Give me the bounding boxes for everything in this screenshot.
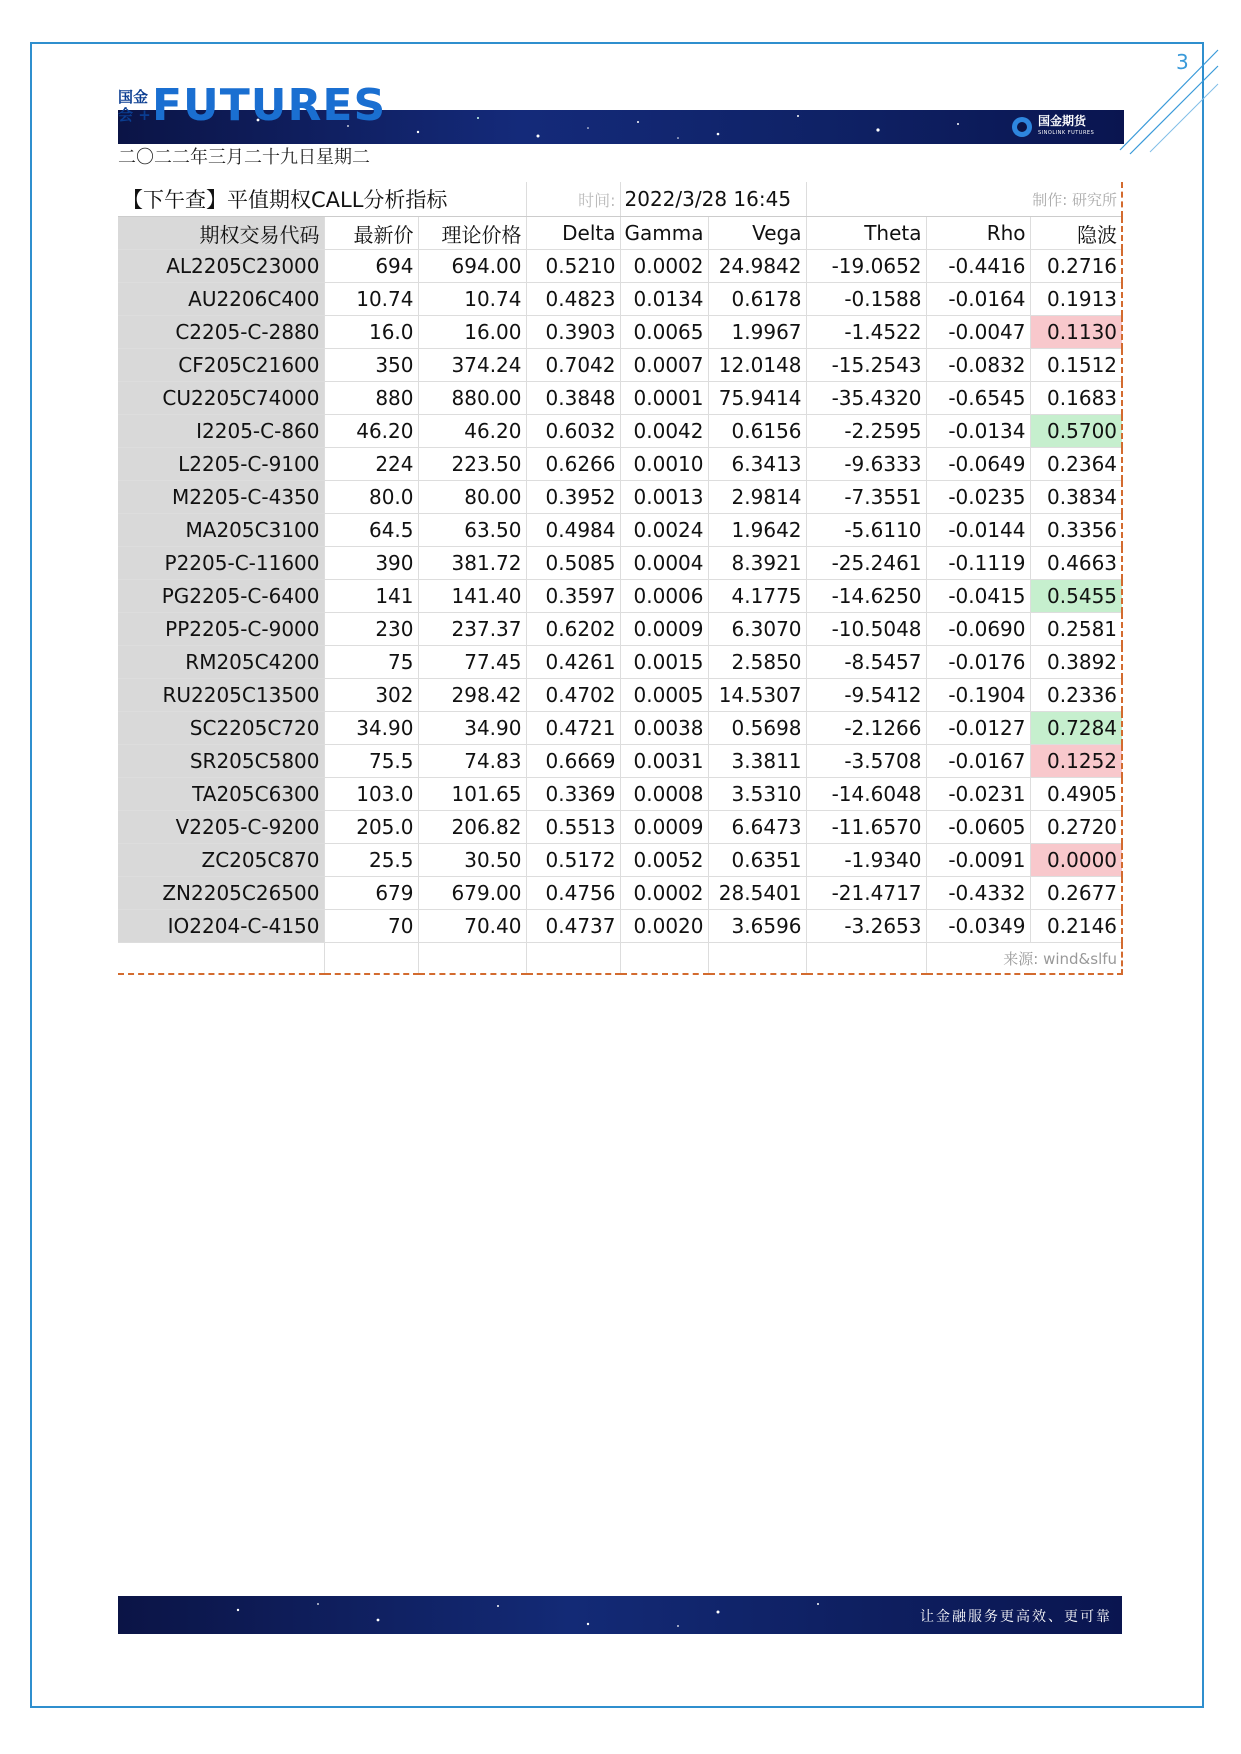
cell-gamma: 0.0020 bbox=[620, 910, 708, 943]
cell-gamma: 0.0031 bbox=[620, 745, 708, 778]
report-date: 二〇二二年三月二十九日星期二 bbox=[118, 147, 370, 168]
cell-theta: -19.0652 bbox=[806, 250, 926, 283]
cell-delta: 0.3903 bbox=[526, 316, 620, 349]
table-row bbox=[118, 250, 1122, 283]
cell-code: PG2205-C-6400 bbox=[118, 580, 324, 613]
table-row bbox=[118, 415, 1122, 448]
cell-vega: 2.9814 bbox=[708, 481, 806, 514]
cell-rho: -0.6545 bbox=[926, 382, 1030, 415]
cell-vega: 3.5310 bbox=[708, 778, 806, 811]
cell-code: RM205C4200 bbox=[118, 646, 324, 679]
cell-rho: -0.0144 bbox=[926, 514, 1030, 547]
cell-delta: 0.4984 bbox=[526, 514, 620, 547]
table-title: 【下午查】平值期权CALL分析指标 bbox=[118, 182, 526, 217]
cell-vega: 28.5401 bbox=[708, 877, 806, 910]
cell-theta: -8.5457 bbox=[806, 646, 926, 679]
cell-gamma: 0.0052 bbox=[620, 844, 708, 877]
cell-code: L2205-C-9100 bbox=[118, 448, 324, 481]
cell-rho: -0.4332 bbox=[926, 877, 1030, 910]
cell-delta: 0.6032 bbox=[526, 415, 620, 448]
cell-delta: 0.5172 bbox=[526, 844, 620, 877]
cell-rho: -0.0091 bbox=[926, 844, 1030, 877]
cell-delta: 0.5210 bbox=[526, 250, 620, 283]
table-header-row bbox=[118, 217, 1122, 250]
table-row bbox=[118, 580, 1122, 613]
options-table bbox=[118, 182, 1123, 975]
table-row bbox=[118, 316, 1122, 349]
table-body bbox=[118, 250, 1122, 943]
cell-delta: 0.4823 bbox=[526, 283, 620, 316]
cell-delta: 0.4261 bbox=[526, 646, 620, 679]
cell-vega: 6.6473 bbox=[708, 811, 806, 844]
cell-gamma: 0.0134 bbox=[620, 283, 708, 316]
table-row bbox=[118, 448, 1122, 481]
table-row bbox=[118, 778, 1122, 811]
cell-code: MA205C3100 bbox=[118, 514, 324, 547]
cell-vega: 6.3070 bbox=[708, 613, 806, 646]
cell-delta: 0.6266 bbox=[526, 448, 620, 481]
cell-delta: 0.5085 bbox=[526, 547, 620, 580]
cell-theo: 679.00 bbox=[418, 877, 526, 910]
cell-price: 390 bbox=[324, 547, 418, 580]
cell-price: 230 bbox=[324, 613, 418, 646]
cell-gamma: 0.0013 bbox=[620, 481, 708, 514]
cell-code: AU2206C400 bbox=[118, 283, 324, 316]
cell-price: 16.0 bbox=[324, 316, 418, 349]
time-value: 2022/3/28 16:45 bbox=[620, 182, 806, 217]
cell-gamma: 0.0042 bbox=[620, 415, 708, 448]
col-header-delta: Delta bbox=[526, 217, 620, 250]
cell-code: SC2205C720 bbox=[118, 712, 324, 745]
cell-price: 46.20 bbox=[324, 415, 418, 448]
cell-theta: -21.4717 bbox=[806, 877, 926, 910]
cell-rho: -0.4416 bbox=[926, 250, 1030, 283]
table-row bbox=[118, 349, 1122, 382]
table-row bbox=[118, 547, 1122, 580]
cell-theta: -10.5048 bbox=[806, 613, 926, 646]
table-title-row bbox=[118, 182, 1122, 217]
col-header-rho: Rho bbox=[926, 217, 1030, 250]
table-row bbox=[118, 679, 1122, 712]
table-row bbox=[118, 481, 1122, 514]
cell-theta: -9.6333 bbox=[806, 448, 926, 481]
cell-theo: 74.83 bbox=[418, 745, 526, 778]
cell-iv: 0.4663 bbox=[1030, 547, 1122, 580]
cell-rho: -0.0690 bbox=[926, 613, 1030, 646]
cell-delta: 0.4737 bbox=[526, 910, 620, 943]
table-row bbox=[118, 283, 1122, 316]
cell-iv: 0.1130 bbox=[1030, 316, 1122, 349]
cell-code: TA205C6300 bbox=[118, 778, 324, 811]
cell-rho: -0.0649 bbox=[926, 448, 1030, 481]
maker-label: 制作: 研究所 bbox=[806, 182, 1122, 217]
cell-price: 350 bbox=[324, 349, 418, 382]
cell-theo: 206.82 bbox=[418, 811, 526, 844]
cell-price: 75 bbox=[324, 646, 418, 679]
cell-vega: 0.5698 bbox=[708, 712, 806, 745]
cell-price: 70 bbox=[324, 910, 418, 943]
col-header-theta: Theta bbox=[806, 217, 926, 250]
cell-delta: 0.3369 bbox=[526, 778, 620, 811]
cell-theo: 237.37 bbox=[418, 613, 526, 646]
cell-iv: 0.1683 bbox=[1030, 382, 1122, 415]
cell-code: I2205-C-860 bbox=[118, 415, 324, 448]
cell-vega: 0.6178 bbox=[708, 283, 806, 316]
cell-theta: -1.9340 bbox=[806, 844, 926, 877]
source-row bbox=[118, 943, 1122, 975]
cell-iv: 0.5455 bbox=[1030, 580, 1122, 613]
cell-theta: -25.2461 bbox=[806, 547, 926, 580]
sinolink-logo-en: SINOLINK FUTURES bbox=[1038, 130, 1095, 136]
cell-price: 103.0 bbox=[324, 778, 418, 811]
table-row bbox=[118, 382, 1122, 415]
cell-iv: 0.2364 bbox=[1030, 448, 1122, 481]
cell-gamma: 0.0038 bbox=[620, 712, 708, 745]
cell-theo: 30.50 bbox=[418, 844, 526, 877]
cell-rho: -0.0127 bbox=[926, 712, 1030, 745]
cell-theo: 223.50 bbox=[418, 448, 526, 481]
cell-gamma: 0.0065 bbox=[620, 316, 708, 349]
cell-price: 75.5 bbox=[324, 745, 418, 778]
cell-delta: 0.3848 bbox=[526, 382, 620, 415]
cell-iv: 0.1512 bbox=[1030, 349, 1122, 382]
cell-vega: 14.5307 bbox=[708, 679, 806, 712]
cell-vega: 1.9642 bbox=[708, 514, 806, 547]
cell-iv: 0.1913 bbox=[1030, 283, 1122, 316]
cell-theta: -15.2543 bbox=[806, 349, 926, 382]
table-row bbox=[118, 514, 1122, 547]
cell-delta: 0.6669 bbox=[526, 745, 620, 778]
cell-rho: -0.0047 bbox=[926, 316, 1030, 349]
cell-theo: 141.40 bbox=[418, 580, 526, 613]
cell-iv: 0.4905 bbox=[1030, 778, 1122, 811]
time-label: 时间: bbox=[526, 182, 620, 217]
col-header-code: 期权交易代码 bbox=[118, 217, 324, 250]
cell-theta: -5.6110 bbox=[806, 514, 926, 547]
cell-code: SR205C5800 bbox=[118, 745, 324, 778]
cell-iv: 0.2716 bbox=[1030, 250, 1122, 283]
cell-price: 694 bbox=[324, 250, 418, 283]
cell-gamma: 0.0009 bbox=[620, 613, 708, 646]
options-table-container bbox=[118, 182, 1122, 975]
table-row bbox=[118, 910, 1122, 943]
cell-vega: 2.5850 bbox=[708, 646, 806, 679]
cell-gamma: 0.0002 bbox=[620, 250, 708, 283]
cell-gamma: 0.0007 bbox=[620, 349, 708, 382]
cell-rho: -0.0605 bbox=[926, 811, 1030, 844]
table-row bbox=[118, 745, 1122, 778]
cell-delta: 0.3952 bbox=[526, 481, 620, 514]
cell-gamma: 0.0006 bbox=[620, 580, 708, 613]
cell-vega: 6.3413 bbox=[708, 448, 806, 481]
cell-vega: 3.6596 bbox=[708, 910, 806, 943]
cell-vega: 1.9967 bbox=[708, 316, 806, 349]
cell-price: 64.5 bbox=[324, 514, 418, 547]
cell-iv: 0.2720 bbox=[1030, 811, 1122, 844]
cell-iv: 0.7284 bbox=[1030, 712, 1122, 745]
cell-delta: 0.5513 bbox=[526, 811, 620, 844]
cell-gamma: 0.0004 bbox=[620, 547, 708, 580]
cell-theta: -2.2595 bbox=[806, 415, 926, 448]
cell-iv: 0.3834 bbox=[1030, 481, 1122, 514]
corner-decoration bbox=[1110, 46, 1220, 156]
cell-iv: 0.3356 bbox=[1030, 514, 1122, 547]
cell-price: 25.5 bbox=[324, 844, 418, 877]
cell-theta: -11.6570 bbox=[806, 811, 926, 844]
cell-code: IO2204-C-4150 bbox=[118, 910, 324, 943]
cell-rho: -0.0176 bbox=[926, 646, 1030, 679]
cell-theta: -3.5708 bbox=[806, 745, 926, 778]
cell-code: ZC205C870 bbox=[118, 844, 324, 877]
sinolink-logo-cn: 国金期货 bbox=[1038, 114, 1087, 128]
cell-theo: 694.00 bbox=[418, 250, 526, 283]
cell-rho: -0.0134 bbox=[926, 415, 1030, 448]
cell-rho: -0.1904 bbox=[926, 679, 1030, 712]
table-row bbox=[118, 646, 1122, 679]
cell-price: 880 bbox=[324, 382, 418, 415]
cell-code: AL2205C23000 bbox=[118, 250, 324, 283]
cell-theta: -1.4522 bbox=[806, 316, 926, 349]
cell-gamma: 0.0001 bbox=[620, 382, 708, 415]
cell-rho: -0.0231 bbox=[926, 778, 1030, 811]
cell-theta: -35.4320 bbox=[806, 382, 926, 415]
sinolink-logo-icon bbox=[1012, 117, 1032, 137]
table-row bbox=[118, 877, 1122, 910]
cell-theo: 63.50 bbox=[418, 514, 526, 547]
cell-delta: 0.7042 bbox=[526, 349, 620, 382]
table-row bbox=[118, 844, 1122, 877]
col-header-gamma: Gamma bbox=[620, 217, 708, 250]
cell-theo: 80.00 bbox=[418, 481, 526, 514]
cell-code: RU2205C13500 bbox=[118, 679, 324, 712]
brand-cn-text: 国金 会 + bbox=[118, 88, 151, 124]
cell-theo: 77.45 bbox=[418, 646, 526, 679]
cell-code: V2205-C-9200 bbox=[118, 811, 324, 844]
cell-delta: 0.6202 bbox=[526, 613, 620, 646]
cell-delta: 0.3597 bbox=[526, 580, 620, 613]
cell-code: P2205-C-11600 bbox=[118, 547, 324, 580]
cell-theo: 298.42 bbox=[418, 679, 526, 712]
cell-theta: -3.2653 bbox=[806, 910, 926, 943]
cell-iv: 0.2581 bbox=[1030, 613, 1122, 646]
cell-delta: 0.4702 bbox=[526, 679, 620, 712]
cell-theta: -2.1266 bbox=[806, 712, 926, 745]
brand-futures-text: FUTURES bbox=[152, 80, 387, 131]
cell-gamma: 0.0005 bbox=[620, 679, 708, 712]
cell-price: 80.0 bbox=[324, 481, 418, 514]
page-number: 3 bbox=[1176, 50, 1189, 74]
cell-gamma: 0.0015 bbox=[620, 646, 708, 679]
cell-vega: 8.3921 bbox=[708, 547, 806, 580]
cell-vega: 0.6351 bbox=[708, 844, 806, 877]
cell-rho: -0.1119 bbox=[926, 547, 1030, 580]
cell-theo: 101.65 bbox=[418, 778, 526, 811]
cell-gamma: 0.0002 bbox=[620, 877, 708, 910]
cell-rho: -0.0415 bbox=[926, 580, 1030, 613]
cell-price: 10.74 bbox=[324, 283, 418, 316]
cell-vega: 75.9414 bbox=[708, 382, 806, 415]
cell-code: CU2205C74000 bbox=[118, 382, 324, 415]
cell-code: ZN2205C26500 bbox=[118, 877, 324, 910]
cell-gamma: 0.0010 bbox=[620, 448, 708, 481]
cell-price: 34.90 bbox=[324, 712, 418, 745]
cell-vega: 12.0148 bbox=[708, 349, 806, 382]
cell-theta: -14.6048 bbox=[806, 778, 926, 811]
cell-gamma: 0.0009 bbox=[620, 811, 708, 844]
sinolink-logo bbox=[1012, 114, 1094, 140]
table-row bbox=[118, 613, 1122, 646]
cell-code: PP2205-C-9000 bbox=[118, 613, 324, 646]
cell-price: 302 bbox=[324, 679, 418, 712]
cell-theo: 70.40 bbox=[418, 910, 526, 943]
cell-price: 224 bbox=[324, 448, 418, 481]
cell-rho: -0.0832 bbox=[926, 349, 1030, 382]
cell-vega: 3.3811 bbox=[708, 745, 806, 778]
cell-iv: 0.2336 bbox=[1030, 679, 1122, 712]
cell-gamma: 0.0024 bbox=[620, 514, 708, 547]
cell-rho: -0.0235 bbox=[926, 481, 1030, 514]
cell-iv: 0.5700 bbox=[1030, 415, 1122, 448]
cell-vega: 4.1775 bbox=[708, 580, 806, 613]
cell-rho: -0.0349 bbox=[926, 910, 1030, 943]
cell-theo: 46.20 bbox=[418, 415, 526, 448]
cell-gamma: 0.0008 bbox=[620, 778, 708, 811]
cell-rho: -0.0164 bbox=[926, 283, 1030, 316]
table-row bbox=[118, 811, 1122, 844]
cell-theo: 381.72 bbox=[418, 547, 526, 580]
cell-code: C2205-C-2880 bbox=[118, 316, 324, 349]
cell-theta: -9.5412 bbox=[806, 679, 926, 712]
cell-iv: 0.3892 bbox=[1030, 646, 1122, 679]
cell-theta: -14.6250 bbox=[806, 580, 926, 613]
table-row bbox=[118, 712, 1122, 745]
cell-delta: 0.4756 bbox=[526, 877, 620, 910]
footer-banner bbox=[118, 1596, 1122, 1634]
col-header-theo: 理论价格 bbox=[418, 217, 526, 250]
footer-slogan: 让金融服务更高效、更可靠 bbox=[920, 1609, 1112, 1625]
cell-vega: 24.9842 bbox=[708, 250, 806, 283]
cell-code: M2205-C-4350 bbox=[118, 481, 324, 514]
cell-vega: 0.6156 bbox=[708, 415, 806, 448]
cell-theo: 374.24 bbox=[418, 349, 526, 382]
brand-logo bbox=[118, 80, 388, 131]
cell-iv: 0.0000 bbox=[1030, 844, 1122, 877]
cell-code: CF205C21600 bbox=[118, 349, 324, 382]
cell-theta: -7.3551 bbox=[806, 481, 926, 514]
cell-theo: 10.74 bbox=[418, 283, 526, 316]
cell-iv: 0.2146 bbox=[1030, 910, 1122, 943]
source-note: 来源: wind&slfu bbox=[926, 943, 1122, 975]
cell-theo: 880.00 bbox=[418, 382, 526, 415]
cell-rho: -0.0167 bbox=[926, 745, 1030, 778]
col-header-iv: 隐波 bbox=[1030, 217, 1122, 250]
col-header-price: 最新价 bbox=[324, 217, 418, 250]
cell-iv: 0.2677 bbox=[1030, 877, 1122, 910]
cell-price: 141 bbox=[324, 580, 418, 613]
cell-price: 205.0 bbox=[324, 811, 418, 844]
cell-theo: 16.00 bbox=[418, 316, 526, 349]
cell-theo: 34.90 bbox=[418, 712, 526, 745]
cell-theta: -0.1588 bbox=[806, 283, 926, 316]
cell-delta: 0.4721 bbox=[526, 712, 620, 745]
cell-iv: 0.1252 bbox=[1030, 745, 1122, 778]
col-header-vega: Vega bbox=[708, 217, 806, 250]
cell-price: 679 bbox=[324, 877, 418, 910]
